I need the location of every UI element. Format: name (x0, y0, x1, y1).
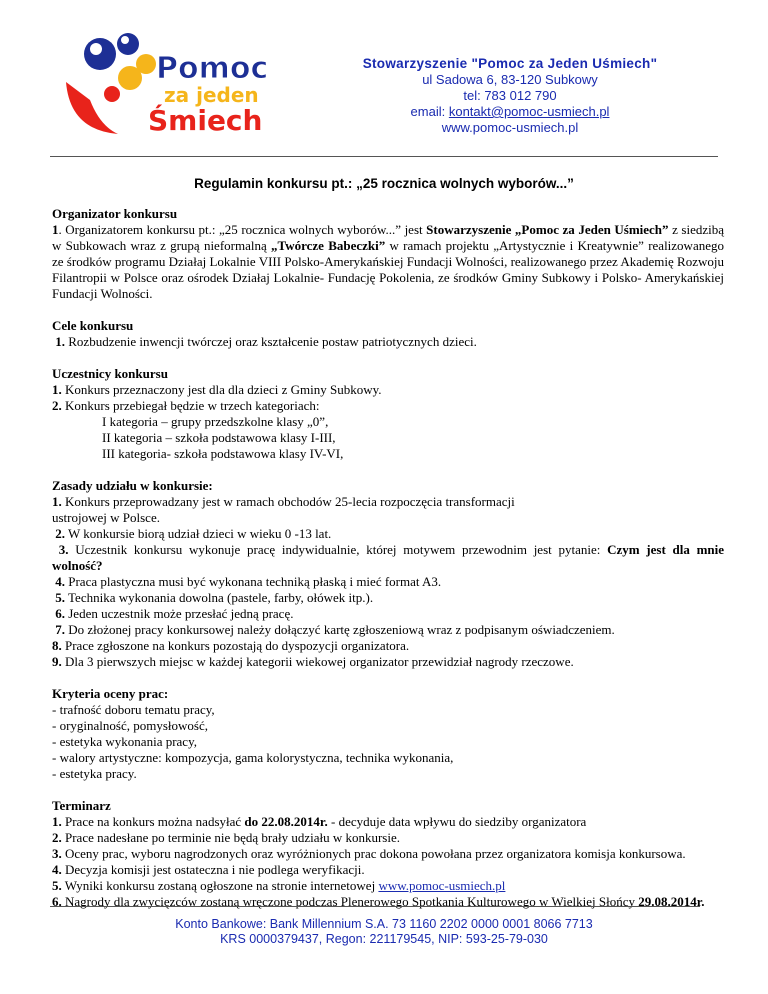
rule-item (52, 606, 724, 622)
logo-graphic (60, 30, 310, 140)
goal-num: 1. (55, 334, 65, 349)
section-schedule (52, 798, 724, 910)
rule-num: 7. (55, 622, 65, 637)
organizer-text-1: . Organizatorem konkursu pt.: „25 rocznica wolnych wyborów...” jest (58, 222, 427, 237)
schedule-text: Decyzja komisji jest ostateczna i nie podlega weryfikacji. (61, 862, 365, 877)
criteria-item: - walory artystyczne: kompozycja, gama kolorystyczna, technika wykonania, (52, 750, 454, 765)
logo-text-line1: Pomoc (156, 51, 269, 86)
email-link[interactable]: kontakt@pomoc-usmiech.pl (448, 104, 610, 119)
rule-item (52, 542, 724, 574)
organization-contact (310, 56, 710, 136)
organizer-bold-2: „Twórcze Babeczki” (271, 238, 386, 253)
rule-item (52, 654, 724, 670)
schedule-num: 1. (52, 814, 62, 829)
rule-item (52, 622, 724, 638)
rule-item (52, 574, 724, 590)
logo-ball-highlight (90, 43, 102, 55)
rule-text: Konkurs przeprowadzany jest w ramach obchodów 25-lecia rozpoczęcia transformacji (61, 494, 515, 509)
organization-email-line (310, 104, 710, 120)
schedule-text: Oceny prac, wyboru nagrodzonych oraz wyróżnionych prac dokona powołana przez organizatora komisja konkursowa. (61, 846, 686, 861)
document-title: Regulamin konkursu pt.: „25 rocznica wolnych wyborów...” (194, 176, 574, 191)
rule-num: 8. (52, 638, 62, 653)
participant-text: Konkurs przebiegał będzie w trzech kategoriach: (61, 398, 320, 413)
criteria-item: - estetyka wykonania pracy, (52, 734, 197, 749)
rule-question: Czym jest dla mnie wolność? (52, 542, 725, 573)
schedule-num: 5. (52, 878, 62, 893)
logo-text-line3: Śmiech (148, 104, 263, 137)
logo-ball-red (104, 86, 120, 102)
schedule-item (52, 894, 724, 910)
footer-registry: KRS 0000379437, Regon: 221179545, NIP: 593-25-79-030 (220, 932, 548, 946)
schedule-text: Prace nadesłane po terminie nie będą brały udziału w konkursie. (61, 830, 400, 845)
organizer-bold-1: Stowarzyszenie „Pomoc za Jeden Uśmiech” (426, 222, 669, 237)
schedule-deadline: do 22.08.2014r. (244, 814, 328, 829)
criteria-item: - estetyka pracy. (52, 766, 137, 781)
rule-item (52, 494, 724, 510)
rules-heading: Zasady udziału w konkursie: (52, 478, 213, 493)
logo-ball-highlight-2 (121, 36, 129, 44)
participants-heading: Uczestnicy konkursu (52, 366, 168, 381)
goals-heading: Cele konkursu (52, 318, 134, 333)
document-body (52, 206, 724, 926)
section-participants (52, 366, 724, 462)
schedule-text: Wyniki konkursu zostaną ogłoszone na stronie internetowej (61, 878, 379, 893)
rule-num: 6. (55, 606, 65, 621)
section-goals (52, 318, 724, 350)
category-item: II kategoria – szkoła podstawowa klasy I-III, (102, 430, 336, 445)
rule-text: W konkursie biorą udział dzieci w wieku 0 -13 lat. (65, 526, 332, 541)
schedule-text: - decyduje data wpływu do siedziby organizatora (327, 814, 587, 829)
schedule-item (52, 830, 724, 846)
award-date: 29.08.2014r. (638, 894, 705, 909)
participant-item (52, 382, 724, 398)
rule-num: 3. (58, 542, 69, 557)
rule-num: 5. (55, 590, 65, 605)
rule-num: 1. (52, 494, 62, 509)
logo-text-line2: za jeden (164, 83, 259, 107)
goal-item (52, 334, 724, 350)
rule-text: Prace zgłoszone na konkurs pozostają do dyspozycji organizatora. (61, 638, 410, 653)
organizer-heading: Organizator konkursu (52, 206, 178, 221)
email-label: email: (410, 104, 449, 119)
logo-ball-blue-left (84, 38, 116, 70)
category-item: I kategoria – grupy przedszkolne klasy „0”, (102, 414, 329, 429)
organization-address: ul Sadowa 6, 83-120 Subkowy (422, 72, 598, 87)
schedule-item (52, 846, 724, 862)
rule-item-cont: ustrojowej w Polsce. (52, 510, 160, 525)
section-organizer (52, 206, 724, 302)
criteria-heading: Kryteria oceny prac: (52, 686, 169, 701)
schedule-text: Prace na konkurs można nadsyłać (61, 814, 245, 829)
rule-num: 9. (52, 654, 62, 669)
criteria-item: - trafność doboru tematu pracy, (52, 702, 215, 717)
logo-ball-yellow-2 (118, 66, 142, 90)
rule-item (52, 590, 724, 606)
footer-divider (50, 906, 700, 907)
rule-text: Do złożonej pracy konkursowej należy dołączyć kartę zgłoszeniową wraz z podpisanym oświadczeniem. (65, 622, 615, 637)
rule-text: Jeden uczestnik może przesłać jedną pracę. (65, 606, 294, 621)
rule-num: 2. (55, 526, 65, 541)
rule-text: Technika wykonania dowolna (pastele, farby, ołówek itp.). (65, 590, 374, 605)
rule-item (52, 638, 724, 654)
organization-website: www.pomoc-usmiech.pl (441, 120, 579, 135)
section-rules (52, 478, 724, 670)
rule-text: Praca plastyczna musi być wykonana techniką płaską i mieć format A3. (65, 574, 442, 589)
results-website-link[interactable]: www.pomoc-usmiech.pl (378, 878, 506, 893)
category-item: III kategoria- szkoła podstawowa klasy IV-VI, (102, 446, 344, 461)
schedule-num: 4. (52, 862, 62, 877)
footer-bank-account: Konto Bankowe: Bank Millennium S.A. 73 1160 2202 0000 0001 8066 7713 (175, 917, 593, 931)
organization-logo (60, 30, 310, 140)
participant-item (52, 398, 724, 414)
rule-text: Uczestnik konkursu wykonuje pracę indywidualnie, której motywem przewodnim jest pytanie: (68, 542, 608, 557)
footer (0, 917, 768, 947)
organization-name: Stowarzyszenie "Pomoc za Jeden Uśmiech" (362, 56, 658, 71)
rule-item (52, 526, 724, 542)
schedule-num: 6. (52, 894, 62, 909)
participant-num: 1. (52, 382, 62, 397)
header-divider (50, 156, 718, 157)
participant-num: 2. (52, 398, 62, 413)
criteria-item: - oryginalność, pomysłowość, (52, 718, 208, 733)
section-criteria (52, 686, 724, 782)
rule-num: 4. (55, 574, 65, 589)
schedule-item (52, 862, 724, 878)
rule-text: Dla 3 pierwszych miejsc w każdej kategorii wiekowej organizator przewidział nagrody rzeczowe. (61, 654, 574, 669)
logo-ball-blue-right (117, 33, 139, 55)
organizer-text-2: z siedzibą w Subkowach wraz z grupą nieformalną (52, 222, 724, 253)
organization-phone: tel: 783 012 790 (463, 88, 557, 103)
organizer-text (52, 222, 724, 302)
schedule-heading: Terminarz (52, 798, 111, 813)
schedule-text: Nagrody dla zwycięzców zostaną wręczone podczas Plenerowego Spotkania Kulturowego w Wielkiej Słońcy (61, 894, 639, 909)
schedule-num: 2. (52, 830, 62, 845)
schedule-item (52, 814, 724, 830)
organizer-text-3: w ramach projektu „Artystycznie i Kreatywnie” realizowanego ze środków programu Działaj Lokalnie VIII Polsko-Amerykańskiej Fundacji Wolności, realizowanego przez Akademię Rozwoju Filantropii w Polsce oraz ośrodek Działaj Lokalnie- Fundację Pokolenia, ze środków Gminy Subkowy i Polsko- Amerykańskiej Fundacji Wolności. (52, 238, 724, 301)
schedule-num: 3. (52, 846, 62, 861)
participant-text: Konkurs przeznaczony jest dla dla dzieci z Gminy Subkowy. (61, 382, 382, 397)
organizer-num: 1 (52, 222, 59, 237)
schedule-item (52, 878, 724, 894)
goal-text: Rozbudzenie inwencji twórczej oraz kształcenie postaw patriotycznych dzieci. (65, 334, 477, 349)
